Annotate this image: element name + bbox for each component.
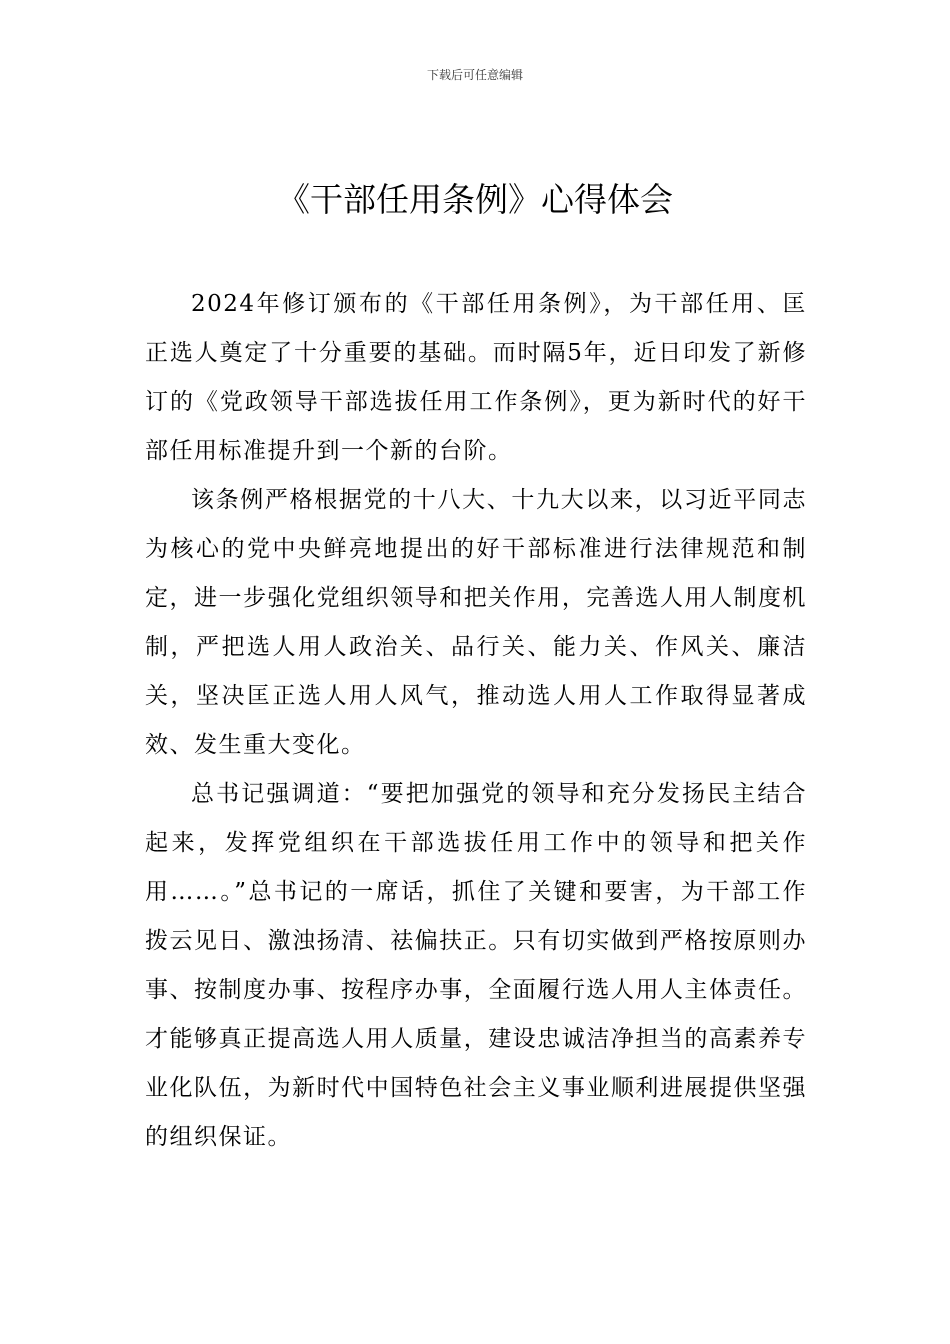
paragraph-3: 总书记强调道：“要把加强党的领导和充分发扬民主结合起来，发挥党组织在干部选拔任用工作中的领导和把关作用……。”总书记的一席话，抓住了关键和要害，为干部工作拨云见日、激浊扬清、祛偏扶正。只有切实做到严格按原则办事、按制度办事、按程序办事，全面履行选人用人主体责任。才能够真正提高选人用人质量，建设忠诚洁净担当的高素养专业化队伍，为新时代中国特色社会主义事业顺利进展提供坚强的组织保证。 — [145, 781, 807, 1150]
document-title: 《干部任用条例》心得体会 — [277, 180, 673, 219]
paragraph-2: 该条例严格根据党的十八大、十九大以来，以习近平同志为核心的党中央鲜亮地提出的好干部标准进行法律规范和制定，进一步强化党组织领导和把关作用，完善选人用人制度机制，严把选人用人政治关、品行关、能力关、作风关、廉洁关，坚决匡正选人用人风气，推动选人用人工作取得显著成效、发生重大变化。 — [145, 487, 807, 758]
paragraph-1: 2024年修订颁布的《干部任用条例》，为干部任用、匡正选人奠定了十分重要的基础。而时隔5年，近日印发了新修订的《党政领导干部选拔任用工作条例》，更为新时代的好干部任用标准提升到一个新的台阶。 — [145, 291, 807, 464]
page-header-note: 下载后可任意编辑 — [426, 68, 523, 82]
document-body — [145, 280, 807, 1162]
